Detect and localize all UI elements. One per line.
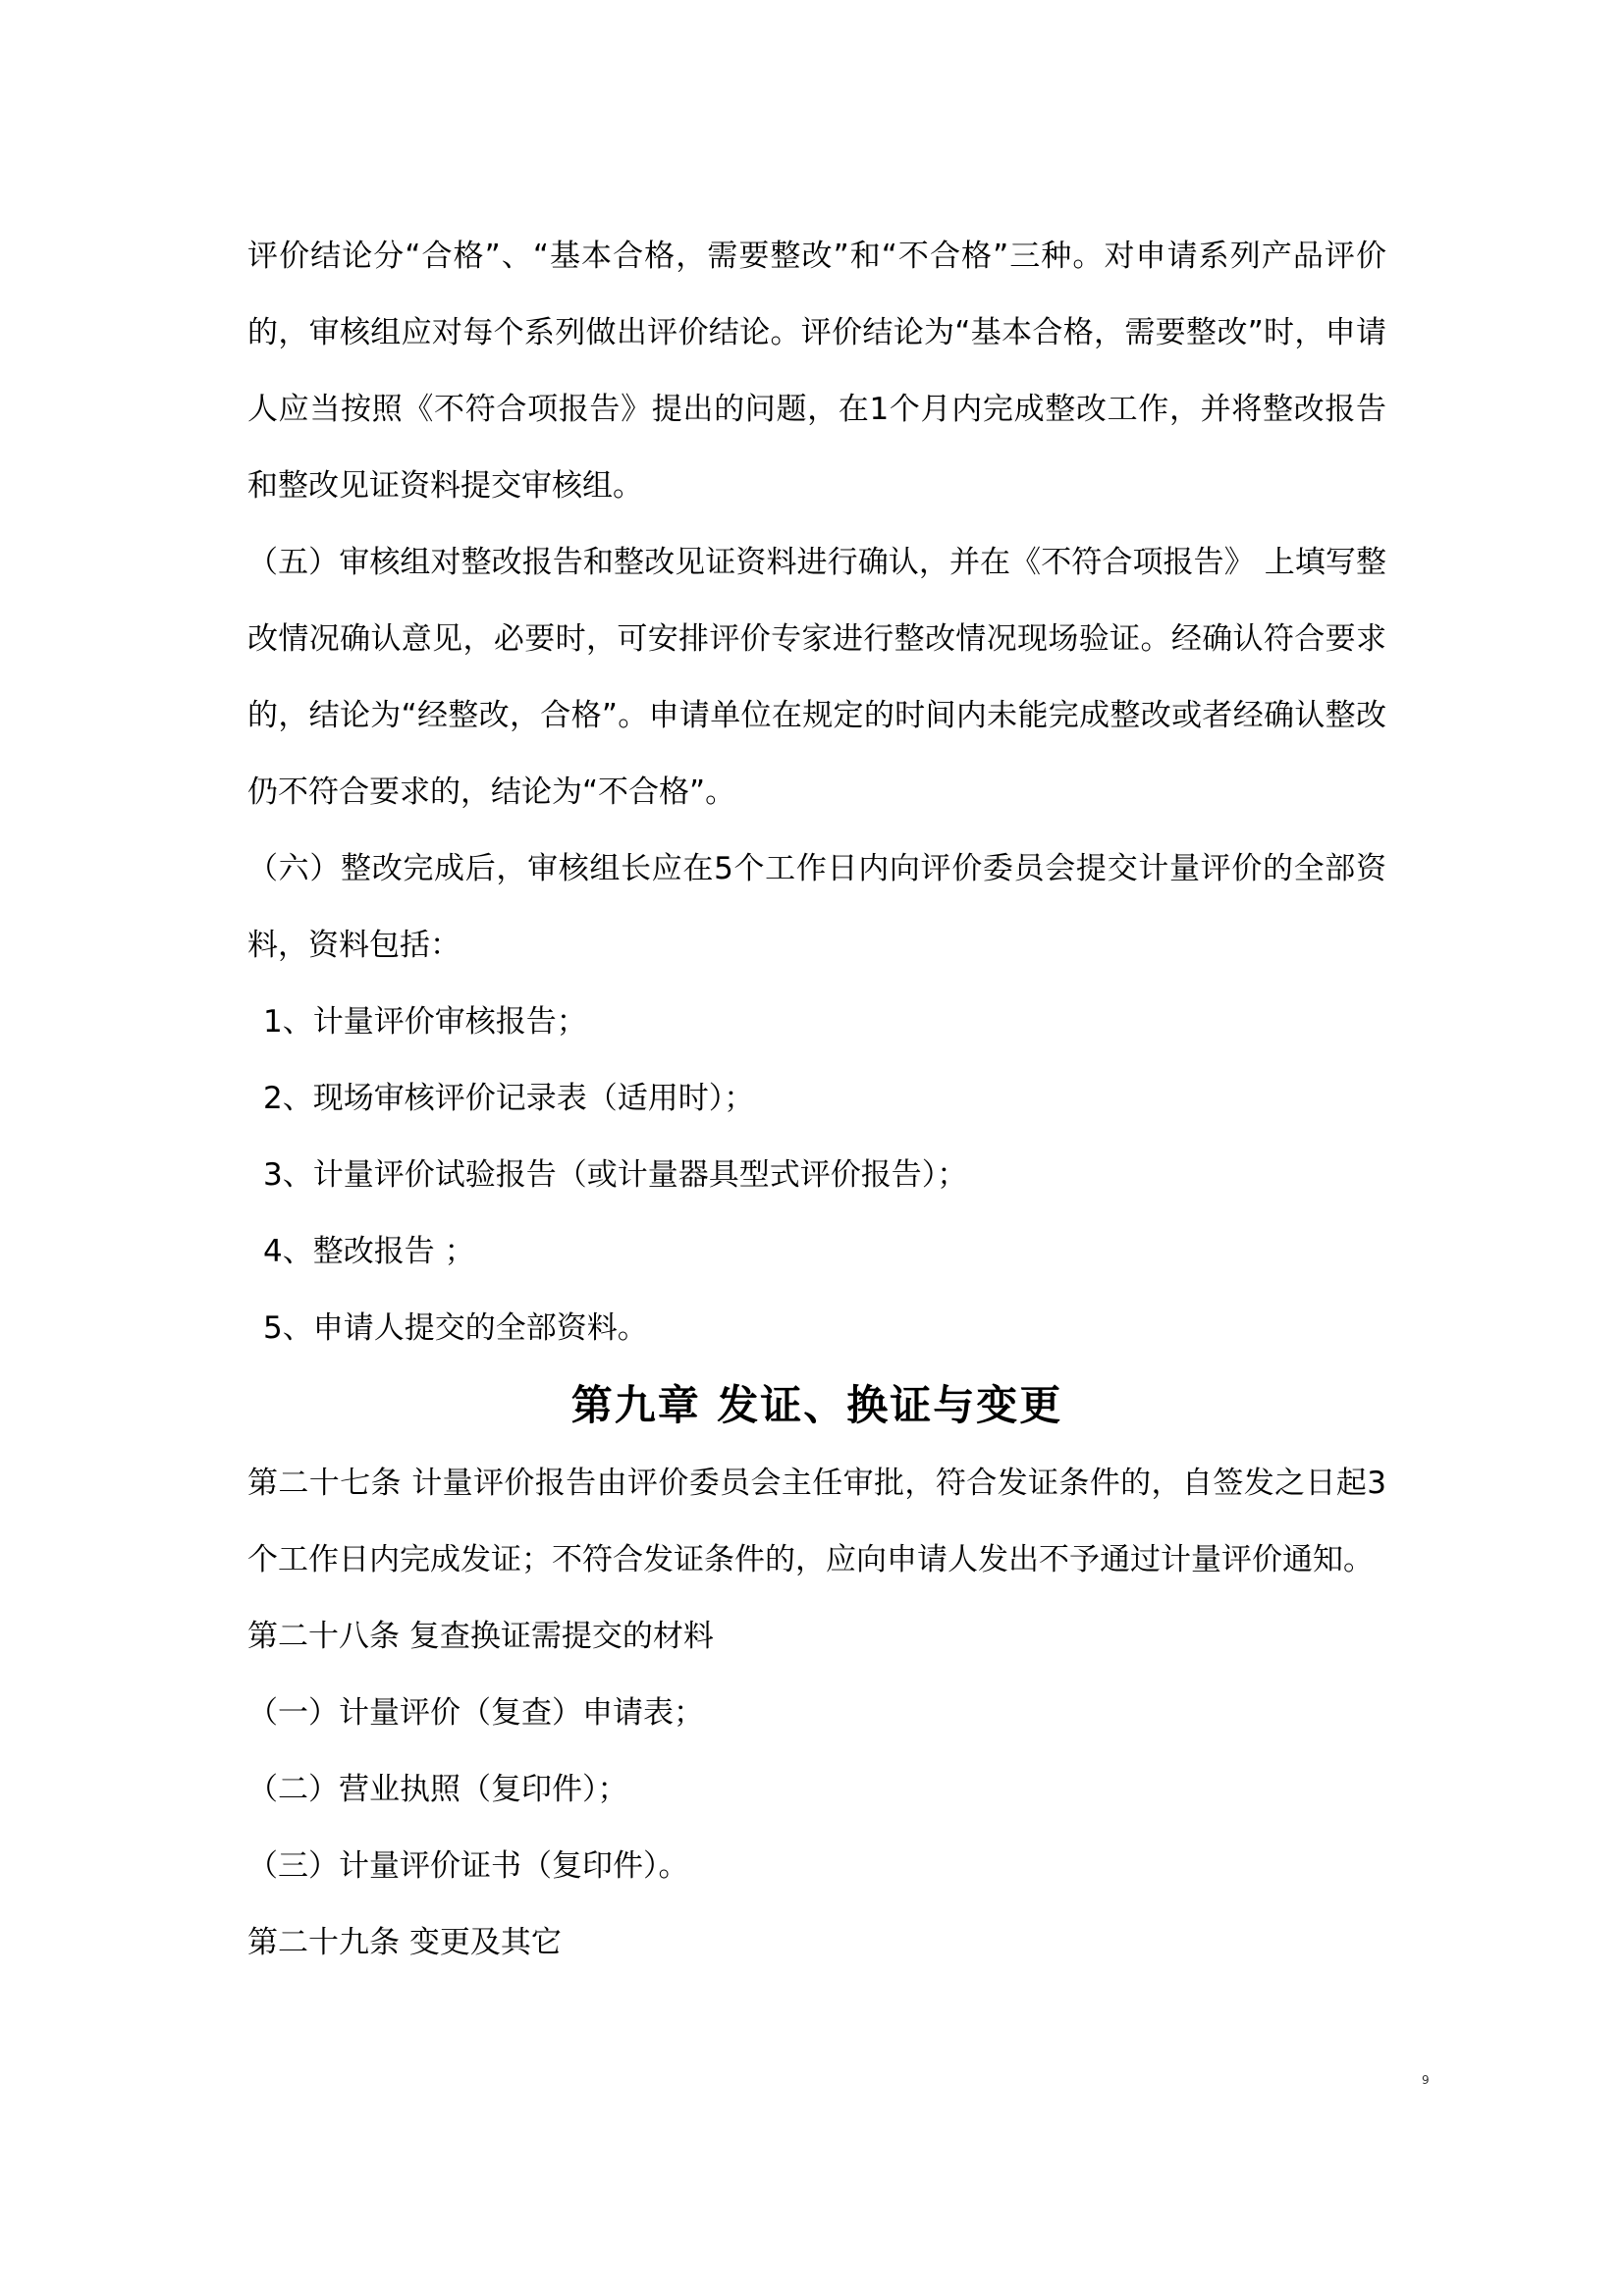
paragraph-evaluation-conclusion: 评价结论分“合格”、“基本合格，需要整改”和“不合格”三种。对申请系列产品评价的，审核组应对每个系列做出评价结论。评价结论为“基本合格，需要整改”时，申请人应当按照《不符合项报告》提出的问题，在1个月内完成整改工作，并将整改报告和整改见证资料提交审核组。 bbox=[247, 239, 1386, 504]
paragraph-item-five: （五）审核组对整改报告和整改见证资料进行确认，并在《不符合项报告》 上填写整改情况确认意见，必要时，可安排评价专家进行整改情况现场验证。经确认符合要求的，结论为“经整改，合格”。申请单位在规定的时间内未能完成整改或者经确认整改仍不符合要求的，结论为“不合格”。 bbox=[247, 545, 1386, 810]
article-28-item-3: （三）计量评价证书（复印件）。 bbox=[247, 1848, 689, 1884]
chapter-title: 第九章 发证、换证与变更 bbox=[570, 1381, 1063, 1429]
list-item-1: 1、计量评价审核报告； bbox=[263, 1004, 587, 1040]
article-28: 第二十八条 复查换证需提交的材料 bbox=[247, 1619, 714, 1654]
article-28-item-1: （一）计量评价（复查）申请表； bbox=[247, 1695, 704, 1731]
page-number: 9 bbox=[1422, 2073, 1430, 2087]
article-27: 第二十七条 计量评价报告由评价委员会主任审批，符合发证条件的，自签发之日起3个工作日内完成发证；不符合发证条件的，应向申请人发出不予通过计量评价通知。 bbox=[247, 1466, 1386, 1577]
paragraph-item-six: （六）整改完成后，审核组长应在5个工作日内向评价委员会提交计量评价的全部资料，资料包括： bbox=[247, 851, 1386, 963]
list-item-3: 3、计量评价试验报告（或计量器具型式评价报告）； bbox=[263, 1157, 968, 1193]
list-item-4: 4、整改报告 ； bbox=[263, 1234, 475, 1269]
page-content bbox=[247, 218, 1386, 1981]
article-28-item-2: （二）营业执照（复印件）； bbox=[247, 1772, 628, 1807]
list-item-5: 5、申请人提交的全部资料。 bbox=[263, 1310, 648, 1346]
list-item-2: 2、现场审核评价记录表（适用时）； bbox=[263, 1081, 755, 1116]
article-29: 第二十九条 变更及其它 bbox=[247, 1925, 562, 1960]
